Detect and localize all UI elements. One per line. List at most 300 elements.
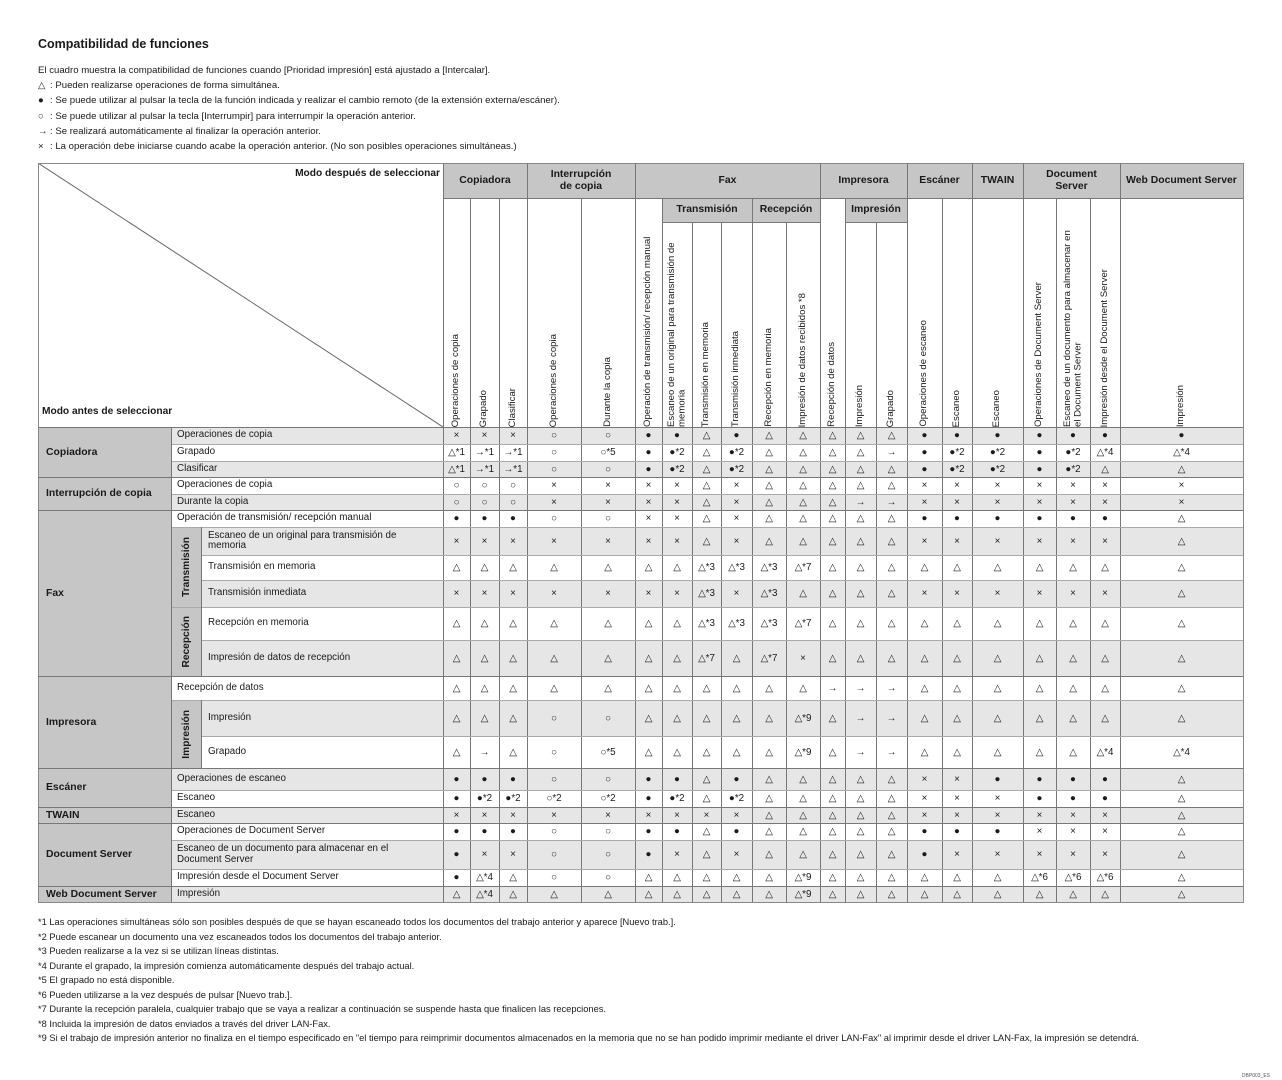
row-subgroup-header	[171, 607, 201, 676]
compat-cell-triangle: △*4	[1120, 736, 1243, 768]
compat-cell-cross: ×	[721, 527, 752, 555]
compat-cell-triangle: △	[845, 886, 876, 902]
grid-line	[171, 840, 1243, 841]
compat-cell-filled-circle: ●	[1056, 510, 1090, 527]
compat-cell-triangle: △	[1120, 607, 1243, 640]
compat-cell-cross: ×	[1023, 823, 1056, 840]
intro-text: El cuadro muestra la compatibilidad de funciones cuando [Prioridad impresión] está ajustado a [Intercalar].	[38, 65, 491, 76]
compat-cell-filled-circle: ●	[443, 840, 470, 869]
compat-cell-triangle: △	[635, 869, 662, 886]
compat-cell-filled-circle: ●*2	[470, 790, 499, 807]
compat-cell-triangle: △	[820, 640, 845, 676]
grid-line	[845, 198, 846, 902]
compat-cell-triangle: △	[581, 607, 635, 640]
compat-cell-cross: ×	[499, 580, 527, 607]
row-subgroup-label: Recepción	[180, 615, 192, 668]
compat-cell-cross: ×	[662, 840, 692, 869]
compat-cell-circle: ○*2	[581, 790, 635, 807]
compat-cell-triangle: △	[721, 736, 752, 768]
compat-cell-triangle: △*9	[786, 736, 820, 768]
compat-cell-triangle: △	[1090, 886, 1120, 902]
grid-line	[38, 823, 1243, 824]
compat-cell-triangle: △	[499, 700, 527, 736]
compat-cell-triangle: △*3	[692, 555, 721, 580]
column-header	[845, 222, 876, 427]
compat-cell-cross: ×	[721, 494, 752, 510]
compat-cell-triangle: △	[1056, 886, 1090, 902]
column-group-header: Fax	[635, 163, 820, 198]
grid-line	[171, 790, 1243, 791]
compat-cell-cross: ×	[907, 790, 942, 807]
compat-cell-cross: ×	[721, 510, 752, 527]
compat-cell-triangle: △	[942, 736, 972, 768]
compat-cell-cross: ×	[527, 494, 581, 510]
compat-cell-filled-circle: ●	[635, 444, 662, 461]
row-label: Impresión	[201, 700, 443, 736]
compat-cell-cross: ×	[443, 427, 470, 444]
compat-cell-arrow: →*1	[499, 444, 527, 461]
compat-cell-triangle: △	[972, 869, 1023, 886]
compat-cell-triangle: △	[752, 700, 786, 736]
column-header	[635, 198, 662, 427]
compat-cell-filled-circle: ●	[942, 427, 972, 444]
compat-cell-triangle: △	[907, 736, 942, 768]
row-label: Grapado	[201, 736, 443, 768]
compat-cell-circle: ○	[499, 477, 527, 494]
row-group-header: Escáner	[38, 768, 171, 807]
compat-cell-arrow: →	[470, 736, 499, 768]
compat-cell-triangle: △	[692, 510, 721, 527]
compat-cell-triangle: △	[752, 768, 786, 790]
compat-cell-triangle: △	[581, 555, 635, 580]
grid-line	[1120, 163, 1121, 902]
compat-cell-triangle: △*3	[752, 580, 786, 607]
legend-text: : Se puede utilizar al pulsar la tecla [Interrumpir] para interrumpir la operación anterior.	[50, 110, 416, 122]
grid-line	[443, 163, 444, 902]
compat-cell-cross: ×	[470, 580, 499, 607]
compat-cell-cross: ×	[1090, 580, 1120, 607]
corner-diagonal	[38, 163, 443, 427]
grid-line	[581, 198, 582, 902]
compat-cell-filled-circle: ●	[635, 427, 662, 444]
compat-cell-cross: ×	[942, 840, 972, 869]
column-header-label: Operaciones de escaneo	[918, 320, 930, 427]
compat-cell-filled-circle: ●*2	[662, 790, 692, 807]
row-label: Operaciones de Document Server	[171, 823, 443, 840]
compat-cell-circle: ○	[470, 494, 499, 510]
compat-cell-triangle: △	[786, 427, 820, 444]
compat-cell-cross: ×	[527, 807, 581, 823]
footnote: *3 Pueden realizarse a la vez si se utilizan líneas distintas.	[38, 946, 279, 956]
row-label: Operaciones de escaneo	[171, 768, 443, 790]
compat-cell-triangle: △	[820, 823, 845, 840]
compat-cell-triangle: △	[1120, 527, 1243, 555]
compat-cell-triangle: △	[1090, 700, 1120, 736]
column-group-header: TWAIN	[972, 163, 1023, 198]
column-header	[786, 222, 820, 427]
compat-cell-triangle: △	[1056, 607, 1090, 640]
row-label: Escaneo	[171, 807, 443, 823]
compat-cell-arrow: →	[820, 676, 845, 700]
column-header	[470, 198, 499, 427]
column-header-label: Recepción de datos	[826, 342, 838, 427]
grid-line	[1056, 198, 1057, 902]
grid-line	[499, 198, 500, 902]
compat-cell-circle: ○	[470, 477, 499, 494]
compat-cell-triangle: △	[876, 461, 907, 477]
grid-line	[1023, 163, 1024, 902]
column-header	[662, 222, 692, 427]
compat-cell-filled-circle: ●	[443, 823, 470, 840]
compat-cell-filled-circle: ●	[721, 823, 752, 840]
compat-cell-triangle: △*3	[752, 607, 786, 640]
column-header	[581, 198, 635, 427]
compat-cell-arrow: →	[876, 494, 907, 510]
compat-cell-triangle: △	[721, 700, 752, 736]
compat-cell-triangle: △	[1056, 676, 1090, 700]
footnote: *5 El grapado no está disponible.	[38, 975, 175, 985]
compat-cell-filled-circle: ●	[470, 510, 499, 527]
compat-cell-triangle: △	[443, 700, 470, 736]
row-label: Escaneo	[171, 790, 443, 807]
column-header-label: Escaneo	[991, 389, 1003, 427]
compat-cell-triangle: △*6	[1090, 869, 1120, 886]
compat-cell-triangle: △	[820, 527, 845, 555]
compat-cell-filled-circle: ●	[942, 510, 972, 527]
compat-cell-triangle: △	[786, 768, 820, 790]
compat-cell-triangle: △	[1120, 555, 1243, 580]
compat-cell-cross: ×	[942, 494, 972, 510]
compat-cell-triangle: △	[1120, 461, 1243, 477]
image-code: DBP003_ES	[1241, 1073, 1270, 1079]
row-label: Impresión	[171, 886, 443, 902]
compat-cell-cross: ×	[1056, 527, 1090, 555]
compat-cell-triangle: △	[845, 869, 876, 886]
compat-cell-circle: ○	[527, 768, 581, 790]
compat-cell-cross: ×	[721, 580, 752, 607]
compat-cell-triangle: △	[527, 886, 581, 902]
compat-cell-triangle: △	[786, 807, 820, 823]
compat-cell-arrow: →	[876, 444, 907, 461]
compat-cell-triangle: △	[581, 676, 635, 700]
compat-cell-cross: ×	[635, 494, 662, 510]
row-label: Transmisión inmediata	[201, 580, 443, 607]
compat-cell-triangle: △	[752, 790, 786, 807]
compat-cell-triangle: △	[845, 477, 876, 494]
compat-cell-cross: ×	[662, 494, 692, 510]
compat-cell-cross: ×	[1023, 807, 1056, 823]
compat-cell-triangle: △	[635, 607, 662, 640]
compat-cell-cross: ×	[721, 807, 752, 823]
compat-cell-triangle: △	[786, 444, 820, 461]
compat-cell-triangle: △	[820, 886, 845, 902]
corner-before-label: Modo antes de seleccionar	[42, 406, 173, 417]
compat-cell-triangle: △	[1120, 790, 1243, 807]
compat-cell-filled-circle: ●	[470, 768, 499, 790]
compat-cell-triangle: △	[752, 477, 786, 494]
row-label: Durante la copia	[171, 494, 443, 510]
compat-cell-arrow: →	[876, 736, 907, 768]
compat-cell-triangle: △*9	[786, 869, 820, 886]
compat-cell-arrow: →	[845, 494, 876, 510]
compat-cell-triangle: △*9	[786, 886, 820, 902]
compat-cell-circle: ○	[581, 510, 635, 527]
column-header	[972, 198, 1023, 427]
footnote: *8 Incluida la impresión de datos enviados a través del driver LAN-Fax.	[38, 1018, 331, 1029]
column-header	[527, 198, 581, 427]
compat-cell-triangle: △	[635, 640, 662, 676]
compat-cell-cross: ×	[786, 640, 820, 676]
column-header	[721, 222, 752, 427]
compat-cell-triangle: △	[972, 700, 1023, 736]
compat-cell-triangle: △	[786, 510, 820, 527]
compat-cell-filled-circle: ●	[1090, 427, 1120, 444]
column-header	[942, 198, 972, 427]
compat-cell-triangle: △	[876, 790, 907, 807]
compat-cell-cross: ×	[1090, 807, 1120, 823]
compat-cell-filled-circle: ●	[1023, 510, 1056, 527]
compat-cell-filled-circle: ●	[635, 823, 662, 840]
grid-line	[171, 444, 1243, 445]
compat-cell-filled-circle: ●	[443, 510, 470, 527]
row-group-header: Document Server	[38, 823, 171, 886]
column-header-label: Grapado	[478, 389, 490, 427]
compat-cell-triangle: △	[1023, 640, 1056, 676]
grid-line	[38, 510, 1243, 511]
compat-cell-cross: ×	[1056, 494, 1090, 510]
grid-line	[201, 700, 202, 768]
compat-cell-triangle: △	[845, 527, 876, 555]
compat-cell-cross: ×	[1023, 840, 1056, 869]
grid-line	[201, 607, 202, 676]
column-subgroup-header: Recepción	[752, 198, 820, 222]
compat-cell-triangle: △	[820, 427, 845, 444]
compat-cell-triangle: △	[876, 607, 907, 640]
compat-cell-cross: ×	[635, 807, 662, 823]
compat-cell-triangle: △	[876, 807, 907, 823]
compat-cell-cross: ×	[499, 427, 527, 444]
compat-cell-triangle: △*4	[1120, 444, 1243, 461]
row-label: Impresión desde el Document Server	[171, 869, 443, 886]
triangle-icon: △	[38, 80, 46, 92]
compat-cell-cross: ×	[581, 580, 635, 607]
grid-line	[1243, 163, 1244, 903]
grid-line	[38, 477, 1243, 478]
grid-line	[171, 869, 1243, 870]
grid-line	[662, 222, 752, 223]
compat-cell-triangle: △	[820, 461, 845, 477]
compat-cell-cross: ×	[527, 580, 581, 607]
column-header	[1023, 198, 1056, 427]
compat-cell-cross: ×	[662, 477, 692, 494]
compat-cell-cross: ×	[443, 527, 470, 555]
compat-cell-circle: ○	[527, 736, 581, 768]
row-label: Grapado	[171, 444, 443, 461]
compat-cell-circle: ○	[581, 869, 635, 886]
column-group-header: Document Server	[1023, 163, 1120, 198]
compat-cell-cross: ×	[942, 477, 972, 494]
compat-cell-cross: ×	[1120, 477, 1243, 494]
compat-cell-cross: ×	[499, 527, 527, 555]
compat-cell-triangle: △	[1120, 840, 1243, 869]
compat-cell-triangle: △	[1120, 700, 1243, 736]
compat-cell-triangle: △	[662, 886, 692, 902]
compat-cell-triangle: △	[907, 555, 942, 580]
compat-cell-filled-circle: ●*2	[1056, 444, 1090, 461]
compat-cell-triangle: △	[443, 886, 470, 902]
compat-cell-triangle: △	[876, 886, 907, 902]
compat-cell-filled-circle: ●	[635, 840, 662, 869]
compat-cell-triangle: △	[527, 607, 581, 640]
compat-cell-filled-circle: ●	[635, 461, 662, 477]
column-header-label: Transmisión inmediata	[730, 330, 742, 427]
grid-line	[38, 886, 1243, 887]
grid-line	[752, 198, 753, 902]
column-header	[1056, 198, 1090, 427]
compat-cell-triangle: △	[1056, 700, 1090, 736]
compat-cell-triangle: △	[692, 840, 721, 869]
compat-cell-triangle: △	[820, 555, 845, 580]
column-header-label: Impresión de datos recibidos *8	[796, 292, 808, 427]
compat-cell-filled-circle: ●	[1023, 427, 1056, 444]
compat-cell-triangle: △	[635, 736, 662, 768]
compat-cell-circle: ○	[527, 869, 581, 886]
compat-cell-cross: ×	[581, 527, 635, 555]
compat-cell-triangle: △	[820, 700, 845, 736]
compat-cell-triangle: △	[876, 555, 907, 580]
column-header	[1090, 198, 1120, 427]
column-header	[443, 198, 470, 427]
grid-line	[38, 427, 1243, 428]
compat-cell-triangle: △	[972, 676, 1023, 700]
compat-cell-triangle: △	[499, 869, 527, 886]
compat-cell-filled-circle: ●	[499, 510, 527, 527]
column-group-header: Escáner	[907, 163, 972, 198]
compat-cell-triangle: △	[845, 607, 876, 640]
compat-cell-filled-circle: ●	[907, 840, 942, 869]
compat-cell-triangle: △	[907, 886, 942, 902]
compat-cell-filled-circle: ●*2	[662, 461, 692, 477]
grid-line	[38, 902, 1244, 903]
compat-cell-cross: ×	[692, 807, 721, 823]
compat-cell-cross: ×	[635, 580, 662, 607]
compat-cell-triangle: △*3	[721, 607, 752, 640]
compat-cell-cross: ×	[907, 494, 942, 510]
compat-cell-triangle: △	[752, 840, 786, 869]
compat-cell-triangle: △	[1090, 555, 1120, 580]
compat-cell-triangle: △	[845, 555, 876, 580]
compat-cell-circle: ○	[527, 427, 581, 444]
compat-cell-triangle: △	[1090, 607, 1120, 640]
compat-cell-filled-circle: ●	[662, 768, 692, 790]
compat-cell-triangle: △	[662, 869, 692, 886]
compat-cell-triangle: △	[752, 869, 786, 886]
compat-cell-cross: ×	[1056, 580, 1090, 607]
compat-cell-triangle: △	[1090, 461, 1120, 477]
legend-text: : Pueden realizarse operaciones de forma simultánea.	[50, 80, 280, 92]
compat-cell-triangle: △	[876, 768, 907, 790]
compat-cell-triangle: △	[820, 477, 845, 494]
row-group-header: Interrupción de copia	[38, 477, 171, 510]
grid-line	[786, 222, 787, 902]
row-group-header: Impresora	[38, 676, 171, 768]
compat-cell-triangle: △	[581, 640, 635, 676]
footnote: *4 Durante el grapado, la impresión comienza automáticamente después del trabajo actual.	[38, 960, 415, 971]
compat-cell-triangle: △	[1120, 886, 1243, 902]
grid-line	[1090, 198, 1091, 902]
compat-cell-filled-circle: ●	[443, 768, 470, 790]
compat-cell-triangle: △	[942, 700, 972, 736]
compat-cell-triangle: △	[662, 640, 692, 676]
grid-line	[470, 198, 471, 902]
compat-cell-triangle: △	[907, 869, 942, 886]
compat-cell-filled-circle: ●	[972, 427, 1023, 444]
compat-cell-cross: ×	[972, 494, 1023, 510]
compat-cell-circle: ○	[443, 477, 470, 494]
compat-cell-filled-circle: ●	[907, 461, 942, 477]
grid-line	[201, 580, 1243, 581]
compat-cell-triangle: △	[786, 527, 820, 555]
compat-cell-triangle: △	[942, 607, 972, 640]
compat-cell-triangle: △	[1120, 869, 1243, 886]
row-subgroup-label: Transmisión	[180, 536, 192, 597]
compat-cell-filled-circle: ●	[635, 790, 662, 807]
compat-cell-cross: ×	[1056, 840, 1090, 869]
compat-cell-cross: ×	[662, 510, 692, 527]
compat-cell-filled-circle: ●	[443, 790, 470, 807]
column-header-label: Escaneo de un original para transmisión de memoria	[665, 242, 687, 427]
compat-cell-cross: ×	[470, 427, 499, 444]
compat-cell-triangle: △*3	[721, 555, 752, 580]
compat-cell-triangle: △	[907, 607, 942, 640]
compat-cell-triangle: △*4	[470, 886, 499, 902]
compat-cell-cross: ×	[972, 580, 1023, 607]
compat-cell-cross: ×	[942, 768, 972, 790]
grid-line	[171, 461, 1243, 462]
compat-cell-triangle: △	[820, 736, 845, 768]
grid-line	[721, 222, 722, 902]
compat-cell-triangle: △	[499, 886, 527, 902]
grid-line	[907, 163, 908, 902]
grid-line	[443, 198, 1243, 199]
compat-cell-triangle: △*9	[786, 700, 820, 736]
compat-cell-circle: ○	[581, 427, 635, 444]
compat-cell-circle: ○*5	[581, 444, 635, 461]
compat-cell-triangle: △	[1090, 676, 1120, 700]
row-group-header: TWAIN	[38, 807, 171, 823]
column-header-label: Escaneo	[950, 389, 962, 427]
compat-cell-filled-circle: ●	[907, 427, 942, 444]
compat-cell-triangle: △	[845, 444, 876, 461]
row-label: Escaneo de un original para transmisión de memoria	[201, 527, 443, 555]
column-header-label: Escaneo de un documento para almacenar en el Document Server	[1061, 230, 1083, 427]
column-header-label: Transmisión en memoria	[700, 321, 712, 427]
row-label: Impresión de datos de recepción	[201, 640, 443, 676]
legend-text: : La operación debe iniciarse cuando acabe la operación anterior. (No son posibles operaciones simultáneas.)	[50, 141, 517, 153]
compat-cell-filled-circle: ●	[972, 823, 1023, 840]
column-header-label: Impresión	[1175, 384, 1187, 427]
compat-cell-triangle: △	[692, 869, 721, 886]
compat-cell-triangle: △	[820, 607, 845, 640]
compat-cell-cross: ×	[1023, 527, 1056, 555]
grid-line	[201, 555, 1243, 556]
compat-cell-cross: ×	[907, 527, 942, 555]
compat-cell-cross: ×	[499, 807, 527, 823]
compat-cell-circle: ○	[527, 510, 581, 527]
compat-cell-circle: ○	[527, 840, 581, 869]
compat-cell-triangle: △*4	[1090, 444, 1120, 461]
column-header	[752, 222, 786, 427]
